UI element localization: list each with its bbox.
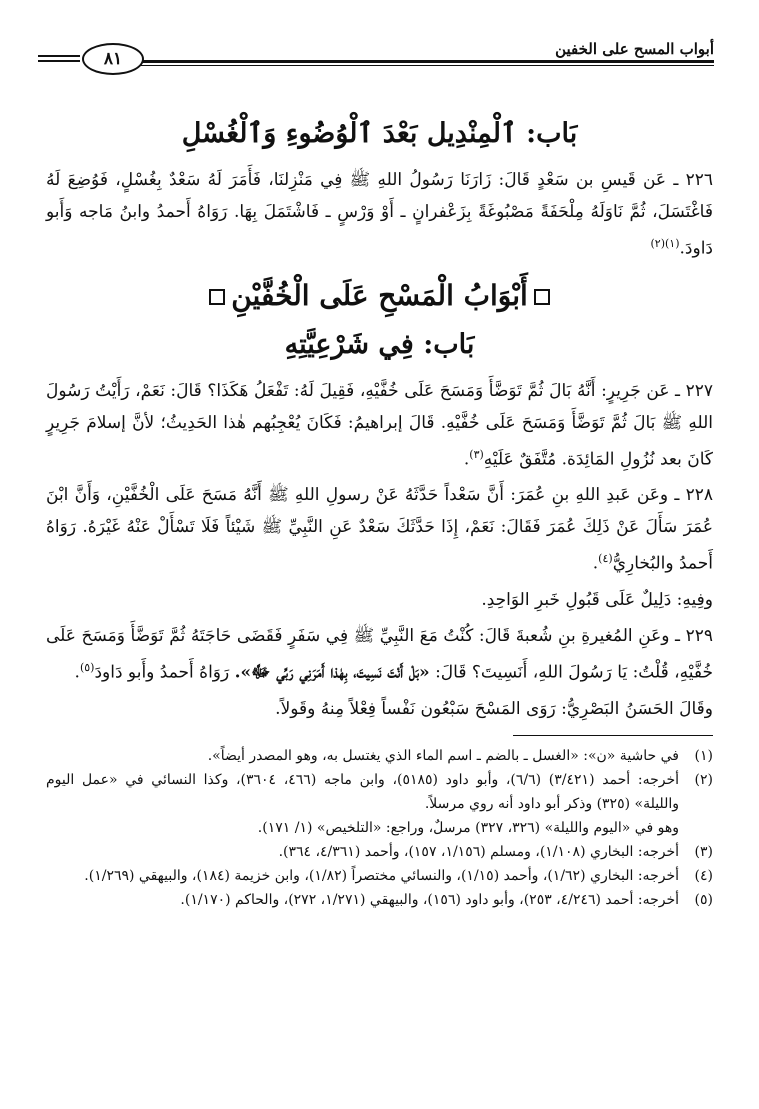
page-number-lines — [38, 52, 80, 62]
footnote-number: (٤) — [694, 867, 713, 884]
section-title — [46, 273, 713, 319]
footnote-text: أخرجه: أحمد (٣/٤٢١) (٦/٦)، وأبو داود (٥١٨٥)، وابن ماجه (٤٦٦، ٣٦٠٤)، وكذا النسائي في «عمل اليوم والليلة» (٣٢٥) وذكر أبو داود أنه روي مرسلاً. — [46, 771, 680, 812]
footnote-2 — [46, 768, 713, 816]
footnote-ref-3: (٣) — [469, 447, 484, 461]
running-title: أبواب المسح على الخفين — [555, 40, 714, 58]
note-228: وفِيهِ: دَلِيلٌ عَلَى قَبُولِ خَبرِ الوَاحِدِ. — [481, 589, 713, 610]
footnote-text: أخرجه: أحمد (٤/٢٤٦، ٢٥٣)، وأبو داود (١٥٦)، والبيهقي (١/٢٧١، ٢٧٢)، والحاكم (١/١٧٠). — [180, 891, 679, 908]
footnote-1 — [46, 744, 713, 768]
footnote-text: أخرجه: البخاري (١/١٠٨)، ومسلم (١/١٥٦، ١٥٧)، وأحمد (٤/٣٦١، ٣٦٤). — [278, 843, 679, 860]
footnote-number: (٣) — [694, 843, 713, 860]
subchapter-title: بَاب: فِي شَرْعِيَّتِهِ — [284, 328, 475, 360]
hadith-227-text: ٢٢٧ ـ عَن جَرِيرٍ: أَنَّهُ بَالَ ثُمَّ تَوَضَّأَ وَمَسَحَ عَلَى خُفَّيْهِ، فَقِيلَ لَهُ: تَفْعَلُ هَكَذَا؟ قَالَ: نَعَمْ، رَأَيْتُ رَسُولَ اللهِ ﷺ بَالَ ثُمَّ تَوَضَّأَ وَمَسَحَ عَلَى خُفَّيْهِ. قَالَ إبراهيمُ: فَكَانَ يُعْجِبُهم هٰذا الحَدِيثُ؛ لأنَّ إسلامَ جَرِيرٍ كَانَ بعد نُزُولِ المَائِدَة. مُتَّفَقٌ عَلَيْهِ — [46, 380, 713, 470]
body-text — [46, 108, 713, 912]
hadith-229: ٢٢٩ ـ وعَنِ المُغيرةِ بنِ شُعبةَ قَالَ: كُنْتُ مَعَ النَّبِيِّ ﷺ فِي سَفَرٍ فَقَضَى حَاجَتَهُ ثُمَّ تَوَضَّأَ وَمَسَحَ عَلَى خُفَّيْهِ، قُلْتُ: يَا رَسُولَ اللهِ، أَنَسِيتَ؟ قَالَ: «بَلْ أَنْتَ نَسِيتَ، بِهٰذا أَمَرَنِي رَبِّي ﷻ». رَوَاهُ أَحمدُ وأَبو دَاودَ$^{(٥)}$. — [46, 625, 713, 683]
header-rule-thick — [140, 60, 714, 63]
footnotes — [46, 744, 713, 912]
hadith-229-text: ٢٢٩ ـ وعَنِ المُغيرةِ بنِ شُعبةَ قَالَ: كُنْتُ مَعَ النَّبِيِّ ﷺ فِي سَفَرٍ فَقَضَى حَاجَتَهُ ثُمَّ تَوَضَّأَ وَمَسَحَ عَلَى خُفَّيْهِ، قُلْتُ: يَا رَسُولَ اللهِ، أَنَسِيتَ؟ قَالَ: — [46, 625, 713, 683]
footnote-number: (٢) — [694, 771, 713, 788]
footnote-text: أخرجه: البخاري (١/٦٢)، وأحمد (١/١٥)، والنسائي مختصراً (١/٨٢)، وابن خزيمة (١٨٤)، والبيهقي (١/٢٦٩). — [84, 867, 679, 884]
footnote-divider — [513, 735, 713, 736]
footnote-ref-4: (٤) — [598, 552, 613, 566]
chapter-title: بَاب: ٱلْمِنْدِيل بَعْدَ ٱلْوُضُوءِ وَٱلْغُسْلِ — [181, 118, 578, 149]
hadith-226-text: ٢٢٦ ـ عَن قَيسِ بن سَعْدٍ قَالَ: زَارَنَا رَسُولُ اللهِ ﷺ فِي مَنْزِلنَا، فَأَمَرَ لَهُ سَعْدٌ بِغُسْلٍ، فَوُضِعَ لَهُ فَاغْتَسَلَ، ثُمَّ نَاوَلَهُ مِلْحَفَةً مَصْبُوغَةً بِزَعْفرانٍ ـ أَوْ وَرْسٍ ـ فَاشْتَمَلَ بِهَا. رَوَاهُ أَحمدُ وابنُ مَاجه وَأَبو دَاودَ. — [46, 170, 713, 259]
footnote-text: في حاشية «ن»: «الغسل ـ بالضم ـ اسم الماء الذي يغتسل به، وهو المصدر أيضاً». — [207, 747, 679, 764]
section-title-text: أَبْوَابُ الْمَسْحِ عَلَى الْخُفَّيْنِ — [231, 278, 528, 312]
square-ornament-icon — [209, 289, 225, 305]
footnote-4 — [46, 864, 713, 888]
footnote-ref-2: (٢) — [650, 237, 665, 250]
hadith-228: ٢٢٨ ـ وعَن عَبدِ اللهِ بنِ عُمَرَ: أَنَّ سَعْداً حَدَّثَهُ عَنْ رسولِ اللهِ ﷺ أَنَّهُ مَسَحَ عَلَى الْخُفَّيْنِ، وَأَنَّ ابْنَ عُمَرَ سَأَلَ عَنْ ذَلِكَ عُمَرَ فَقَالَ: نَعَمْ، إِذَا حَدَّثَكَ سَعْدٌ عَنِ النَّبِيِّ ﷺ شَيْئاً فَلَا تَسْأَلْ عَنْهُ غَيْرَهُ. رَوَاهُ أَحمدُ والبُخارِيُّ$^{(٤)}$. — [46, 485, 713, 574]
header-rule-thin — [140, 65, 714, 66]
footnote-ref-5: (٥) — [79, 660, 95, 674]
square-ornament-icon — [534, 289, 550, 305]
hasan-quote: وقَالَ الحَسَنُ البَصْرِيُّ: رَوَى المَسْحَ سَبْعُون نَفْساً فِعْلاً مِنهُ وقَولاً. — [275, 698, 713, 719]
hadith-229-quote: «بَلْ أَنْتَ نَسِيتَ، بِهٰذا أَمَرَنِي رَبِّي ﷻ». — [234, 662, 430, 683]
footnote-number: (٥) — [694, 891, 713, 908]
hadith-226 — [46, 164, 713, 265]
footnote-3 — [46, 840, 713, 864]
footnote-5 — [46, 888, 713, 912]
hadith-228-text: ٢٢٨ ـ وعَن عَبدِ اللهِ بنِ عُمَرَ: أَنَّ سَعْداً حَدَّثَهُ عَنْ رسولِ اللهِ ﷺ أَنَّهُ مَسَحَ عَلَى الْخُفَّيْنِ، وَأَنَّ ابْنَ عُمَرَ سَأَلَ عَنْ ذَلِكَ عُمَرَ فَقَالَ: نَعَمْ، إِذَا حَدَّثَكَ سَعْدٌ عَنِ النَّبِيِّ ﷺ شَيْئاً فَلَا تَسْأَلْ عَنْهُ غَيْرَهُ. رَوَاهُ أَحمدُ والبُخارِيُّ — [46, 485, 713, 574]
page-header — [60, 38, 714, 78]
footnote-ref-1: (١) — [665, 237, 680, 250]
hadith-227: ٢٢٧ ـ عَن جَرِيرٍ: أَنَّهُ بَالَ ثُمَّ تَوَضَّأَ وَمَسَحَ عَلَى خُفَّيْهِ، فَقِيلَ لَهُ: تَفْعَلُ هَكَذَا؟ قَالَ: نَعَمْ، رَأَيْتُ رَسُولَ اللهِ ﷺ بَالَ ثُمَّ تَوَضَّأَ وَمَسَحَ عَلَى خُفَّيْهِ. قَالَ إبراهيمُ: فَكَانَ يُعْجِبُهم هٰذا الحَدِيثُ؛ لأنَّ إسلامَ جَرِيرٍ كَانَ بعد نُزُولِ المَائِدَة. مُتَّفَقٌ عَلَيْهِ$^{(٣)}$. — [46, 380, 713, 470]
footnote-number: (١) — [694, 747, 713, 764]
footnote-2-continuation: وهو في «اليوم والليلة» (٣٢٦، ٣٢٧) مرسلٌ، وراجع: «التلخيص» (١/ ١٧١). — [257, 819, 679, 836]
hadith-229-source: رَوَاهُ أَحمدُ وأَبو دَاودَ — [94, 662, 230, 683]
page-number: ٨١ — [82, 43, 144, 75]
